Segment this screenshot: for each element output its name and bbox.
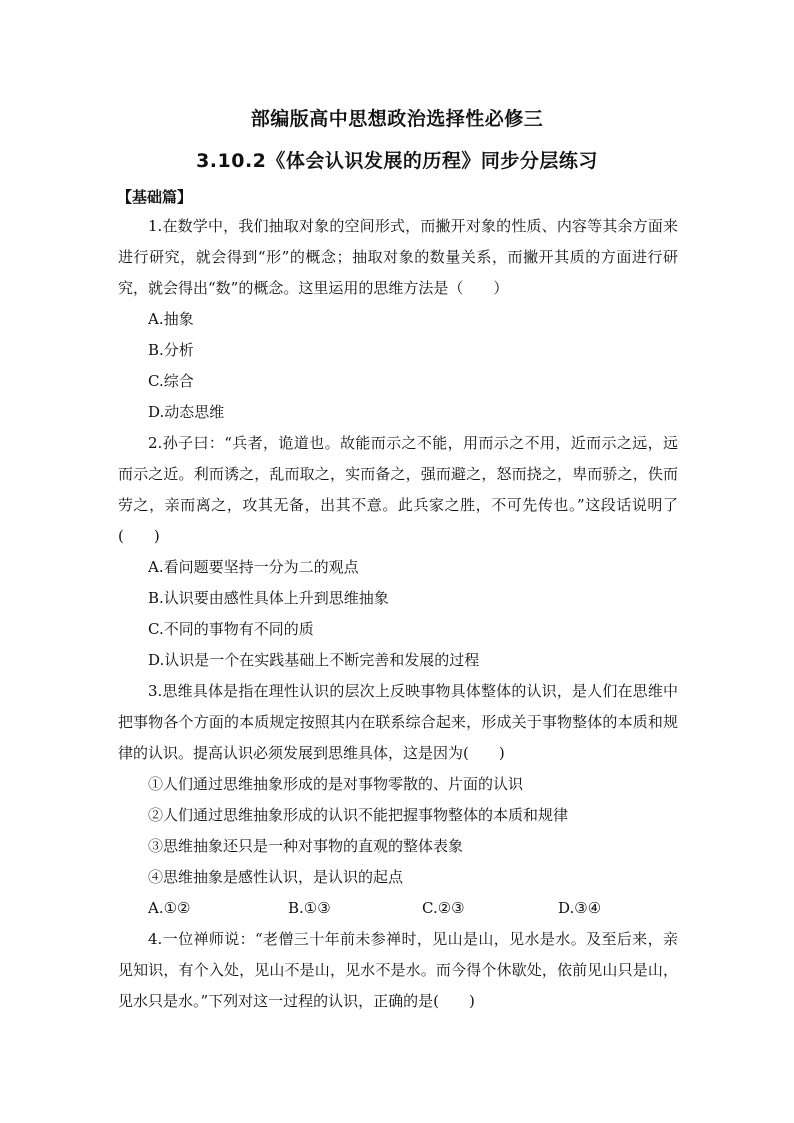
question-3-statement-2: ②人们通过思维抽象形成的认识不能把握事物整体的本质和规律: [148, 806, 569, 824]
question-2-stem: 2.孙子曰：“兵者，诡道也。故能而示之不能，用而示之不用，近而示之远，远而示之近。利而诱之，乱而取之，实而备之，强而避之，怒而挠之，卑而骄之，佚而劳之，亲而离之，攻其无备，出其不意。此兵家之胜，不可先传也。”这段话说明了( ): [118, 434, 678, 545]
question-3-statement-1: ①人们通过思维抽象形成的是对事物零散的、片面的认识: [148, 775, 524, 793]
question-3-statement-3: ③思维抽象还只是一种对事物的直观的整体表象: [148, 837, 464, 855]
question-3-stem: 3.思维具体是指在理性认识的层次上反映事物具体整体的认识，是人们在思维中把事物各个方面的本质规定按照其内在联系综合起来，形成关于事物整体的本质和规律的认识。提高认识必须发展到思维具体，这是因为( ): [118, 682, 678, 762]
section-heading: 【基础篇】: [117, 188, 193, 206]
question-1-option-a: A.抽象: [148, 310, 194, 328]
question-1-option-d: D.动态思维: [148, 403, 225, 421]
question-2-option-d: D.认识是一个在实践基础上不断完善和发展的过程: [148, 651, 480, 669]
question-3-statement-4: ④思维抽象是感性认识，是认识的起点: [148, 868, 404, 886]
question-3-option-d: D.③④: [558, 899, 602, 917]
document-subtitle: 3.10.2《体会认识发展的历程》同步分层练习: [196, 150, 598, 172]
question-2-option-c: C.不同的事物有不同的质: [148, 620, 314, 638]
question-2-option-a: A.看问题要坚持一分为二的观点: [148, 558, 359, 576]
question-1-option-b: B.分析: [148, 341, 194, 359]
question-3-option-a: A.①②: [148, 899, 191, 917]
question-1-option-c: C.综合: [148, 372, 194, 390]
question-list: [118, 211, 678, 1017]
question-3-options: [118, 893, 678, 924]
document-title: 部编版高中思想政治选择性必修三: [250, 108, 544, 130]
question-3-option-c: C.②③: [422, 899, 465, 917]
question-3-option-b: B.①③: [288, 899, 331, 917]
question-2-option-b: B.认识要由感性具体上升到思维抽象: [148, 589, 389, 607]
question-1-stem: 1.在数学中，我们抽取对象的空间形式，而撇开对象的性质、内容等其余方面来进行研究，就会得到“形”的概念；抽取对象的数量关系，而撇开其质的方面进行研究，就会得出“数”的概念。这里运用的思维方法是（ ）: [118, 217, 678, 297]
question-4-stem: 4.一位禅师说：“老僧三十年前未参禅时，见山是山，见水是水。及至后来，亲见知识，有个入处，见山不是山，见水不是水。而今得个休歇处，依前见山只是山，见水只是水。”下列对这一过程的认识，正确的是( ): [118, 930, 678, 1010]
